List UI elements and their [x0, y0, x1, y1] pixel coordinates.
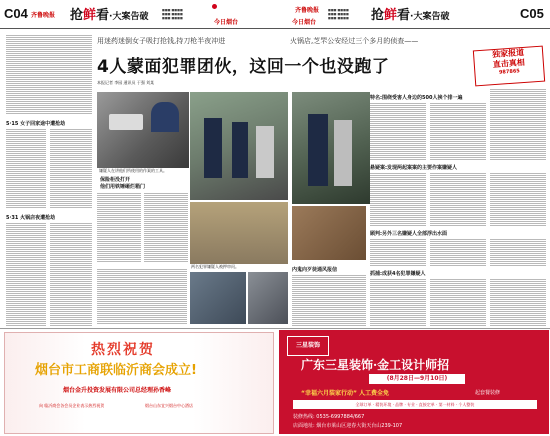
header-contact-right: ■■■ ■■■■ ■■■ ■■■■ ■■■ ■■■■ — [328, 8, 349, 20]
brand-char-2-right: 鲜 — [384, 8, 398, 23]
ad-divider — [0, 328, 550, 329]
ad-right-dates: (8月28日—9月10日) — [369, 374, 465, 384]
right-arrest-photo — [292, 92, 370, 204]
officer-1 — [204, 118, 222, 178]
newspaper-logo-right: 齐鲁晚报 — [295, 7, 320, 14]
exclusive-report-stamp — [473, 46, 545, 87]
right-text-col-4 — [370, 172, 426, 226]
today-yantai-label: 今日烟台 — [214, 19, 239, 26]
arrest-scene-photo — [190, 92, 288, 200]
right-text-col-8 — [430, 238, 486, 266]
brand-char-1-right: 抢 — [371, 8, 385, 23]
right-text-col-2 — [430, 102, 486, 160]
right-photo-2 — [292, 206, 366, 260]
decoration-ad — [279, 330, 549, 434]
mid-text-col-1 — [97, 192, 141, 262]
brand-char-2: 鲜 — [83, 8, 97, 23]
left-text-col-2 — [50, 128, 92, 208]
section-head-mid-3: 内鬼向歹徒通风报信 — [292, 267, 338, 273]
suspect-gun-photo — [97, 92, 189, 168]
brand-suffix: ·大案告破 — [109, 12, 149, 22]
right-text-col-9 — [490, 238, 546, 266]
ad-left-line-2: 烟台山东宜兴烟台中心酒店 — [145, 403, 193, 408]
mid-text-col-3 — [97, 268, 187, 324]
brand-char-3: 看 — [96, 8, 110, 23]
right-page-number: C05 — [520, 6, 544, 21]
brand-char-3-right: 看 — [397, 8, 411, 23]
byline: 本报记者 李园 通讯员 于强 刘某 — [97, 80, 155, 85]
right-text-col-12 — [490, 278, 546, 326]
section-head-mid-2: 他们用铁锤砸烂箱门 — [100, 184, 146, 190]
evidence-photo — [190, 202, 288, 264]
suspect-figure — [256, 126, 274, 178]
section-head-right-3: 顾判:另外三名嫌疑人全部浮出水面 — [370, 231, 448, 237]
ad-right-phone: 装修热线: 0535-6997884/667 — [293, 414, 365, 420]
ad-right-service-list: 全球订单 · 精装环境 · 品牌 · 专业 · 直接定单 · 第一材料 · 个人整装 — [293, 400, 537, 409]
section-head-mid-1: 保险柜没打开 — [100, 177, 131, 183]
stamp-line-3: 987865 — [498, 68, 521, 76]
congratulations-ad — [4, 332, 274, 434]
left-text-col-3 — [6, 222, 46, 326]
section-head-right-1: 特名:围绕受害人身边的500人挨个排一遍 — [370, 95, 463, 101]
ad-left-title: 热烈祝贺 — [91, 342, 155, 358]
right-text-col-6 — [490, 172, 546, 226]
ad-right-address: 店面地址: 烟台市莱山区迎春大街天台山239-107 — [293, 423, 403, 429]
left-page-number: C04 — [4, 6, 28, 21]
section-head-right-4: 抓捕:成获4名犯罪嫌疑人 — [370, 271, 426, 277]
today-yantai-label-right: 今日烟台 — [292, 19, 317, 26]
officer-figure — [151, 102, 179, 132]
right-left-text — [292, 274, 366, 326]
section-brand-right — [371, 4, 449, 23]
section-brand-left — [70, 4, 148, 23]
right-text-col-10 — [370, 278, 426, 326]
right-text-col-1 — [370, 102, 426, 160]
ad-right-slogan: “幸福六月装家行动” 人工费全免 — [301, 390, 389, 397]
ad-right-title: 广东三星装饰·金工设计师招 — [301, 358, 450, 372]
ad-left-company: 烟台金升投资发展有限公司总经理孙香峰 — [63, 387, 172, 394]
header-contact-left: ■■■ ■■■■ ■■■ ■■■■ ■■■ ■■■■ — [162, 8, 183, 20]
right-text-col-5 — [430, 172, 486, 226]
officer-3 — [308, 114, 328, 186]
mid-text-col-2 — [144, 192, 188, 262]
right-text-col-11 — [430, 278, 486, 326]
scene-photo-2 — [190, 272, 246, 324]
ad-left-line-1: 向 临沂商会各会员企业表示热烈祝贺 — [39, 403, 105, 408]
officer-2 — [232, 122, 248, 178]
newspaper-logo-left: 齐鲁晚报 — [31, 12, 56, 19]
left-text-col-4 — [50, 222, 92, 326]
subtitle-left: 用迷药迷倒女子吸打抢钱,持刀枪半夜冲进 — [97, 37, 226, 45]
section-head-left-1: 5·15 女子回家途中遭抢劫 — [6, 121, 66, 127]
lead-paragraph — [6, 34, 92, 114]
subtitle-right: 火锅店,芝罘公安经过三个多月的侦查—— — [290, 37, 419, 45]
ad-right-logo: 三星装饰 — [287, 336, 329, 356]
section-head-right-2: 悬疑案:发现两起案案的主要作案嫌疑人 — [370, 165, 458, 171]
ad-left-subtitle: 烟台市工商联临沂商会成立! — [35, 363, 197, 378]
page-header — [0, 0, 550, 29]
stamp-line-1: 独家报道 — [491, 47, 525, 60]
right-text-col-3 — [490, 88, 546, 160]
brand-char-1: 抢 — [70, 8, 84, 23]
brand-suffix-right: ·大案告破 — [410, 12, 450, 22]
paper-logo-icon — [212, 4, 217, 9]
gun-shape — [109, 114, 143, 130]
stamp-line-2: 直击真相 — [492, 57, 526, 70]
section-head-left-2: 5·31 火锅店夜遭抢劫 — [6, 215, 56, 221]
left-text-col-1 — [6, 128, 46, 208]
caption-1: 嫌疑人在讲他们所使用的作案的工具。 — [99, 168, 167, 173]
ad-right-slogan-tail: 起套餐装修 — [475, 390, 501, 396]
headline: 4人蒙面犯罪团伙，这回一个也没跑了 — [97, 57, 390, 77]
right-text-col-7 — [370, 238, 426, 266]
suspect-figure-2 — [334, 120, 352, 186]
caption-2: 两名犯罪嫌疑人被押审问。 — [191, 264, 239, 269]
scene-photo-3 — [248, 272, 288, 324]
